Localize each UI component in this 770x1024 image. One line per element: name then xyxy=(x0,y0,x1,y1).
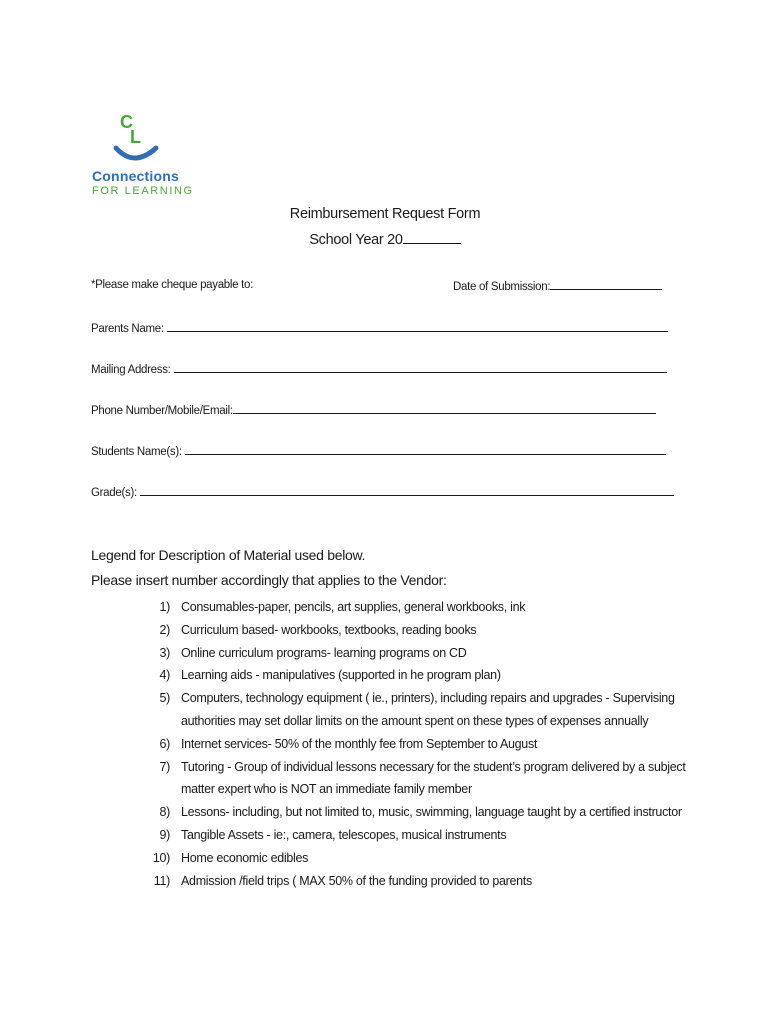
logo-name-line2: FOR LEARNING xyxy=(92,185,194,197)
smile-logo-icon xyxy=(110,110,190,170)
legend-item-number: 1) xyxy=(159,600,170,614)
legend-item xyxy=(130,870,690,893)
phone-field xyxy=(91,403,656,417)
logo-name-line1: Connections xyxy=(92,168,179,184)
mailing-address-blank[interactable] xyxy=(174,362,667,373)
legend-item xyxy=(130,687,690,733)
legend-item-number: 11) xyxy=(153,873,170,888)
legend-item-text: Lessons- including, but not limited to, music, swimming, language taught by a certified instructor xyxy=(181,805,682,820)
legend-item-number: 8) xyxy=(159,805,170,820)
students-name-blank[interactable] xyxy=(185,444,666,455)
legend-item-text: Admission /field trips ( MAX 50% of the funding provided to parents xyxy=(181,873,532,888)
cheque-payable-label: *Please make cheque payable to: xyxy=(91,279,254,291)
mailing-address-field xyxy=(91,362,667,376)
school-year-line xyxy=(0,232,770,248)
phone-label: Phone Number/Mobile/Email: xyxy=(91,405,233,417)
grades-label: Grade(s): xyxy=(91,487,137,499)
date-of-submission-label: Date of Submission: xyxy=(453,281,551,293)
grades-field xyxy=(91,485,674,499)
legend-list xyxy=(130,596,690,892)
school-year-label: School Year 20 xyxy=(309,232,403,248)
date-of-submission-blank[interactable] xyxy=(550,279,662,290)
mailing-address-label: Mailing Address: xyxy=(91,364,171,376)
connections-for-learning-logo xyxy=(90,110,200,202)
legend-heading-2: Please insert number accordingly that applies to the Vendor: xyxy=(91,572,447,588)
legend-item-number: 7) xyxy=(159,759,170,774)
parents-name-field xyxy=(91,321,668,335)
grades-blank[interactable] xyxy=(140,485,674,496)
legend-item xyxy=(130,847,690,870)
legend-item-text: Online curriculum programs- learning programs on CD xyxy=(181,645,467,660)
legend-item xyxy=(130,824,690,847)
legend-item-text: Tangible Assets - ie:, camera, telescopes, musical instruments xyxy=(181,827,507,842)
legend-item-number: 10) xyxy=(152,850,170,865)
form-title: Reimbursement Request Form xyxy=(289,206,481,222)
students-name-field xyxy=(91,444,666,458)
legend-item xyxy=(130,642,690,665)
logo-smile-arc xyxy=(116,148,156,158)
legend-heading-1: Legend for Description of Material used below. xyxy=(91,547,366,563)
parents-name-blank[interactable] xyxy=(167,321,668,332)
legend-item-text: Internet services- 50% of the monthly fee from September to August xyxy=(181,736,538,751)
legend-item-number: 6) xyxy=(159,736,170,751)
phone-blank[interactable] xyxy=(233,403,656,414)
students-name-label: Students Name(s): xyxy=(91,446,182,458)
legend-item-number: 4) xyxy=(159,668,170,683)
legend-item-number: 5) xyxy=(159,691,170,706)
legend-item-number: 3) xyxy=(159,645,170,660)
legend-item-text: Tutoring - Group of individual lessons necessary for the student’s program delivered by a subject matter expert who is NOT an immediate family member xyxy=(181,759,686,797)
logo-letter-l: L xyxy=(130,127,141,147)
parents-name-label: Parents Name: xyxy=(91,323,164,335)
legend-item xyxy=(130,596,690,619)
legend-item xyxy=(130,801,690,824)
legend-item-text: Consumables-paper, pencils, art supplies, general workbooks, ink xyxy=(181,600,526,614)
logo-letter-c: C xyxy=(120,112,133,132)
school-year-blank[interactable] xyxy=(403,233,461,244)
legend-item xyxy=(130,756,690,802)
legend-item-number: 2) xyxy=(159,622,170,637)
date-of-submission-field xyxy=(453,279,662,293)
legend-item-text: Learning aids - manipulatives (supported in he program plan) xyxy=(181,668,501,683)
legend-item xyxy=(130,733,690,756)
legend-item-text: Home economic edibles xyxy=(181,850,309,865)
legend-item-number: 9) xyxy=(159,827,170,842)
legend-item-text: Computers, technology equipment ( ie., printers), including repairs and upgrades - Supervising authorities may set dollar limits on the amount spent on these types of expenses annually xyxy=(181,691,675,728)
legend-item xyxy=(130,664,690,687)
legend-item-text: Curriculum based- workbooks, textbooks, reading books xyxy=(181,622,477,637)
legend-item xyxy=(130,619,690,642)
